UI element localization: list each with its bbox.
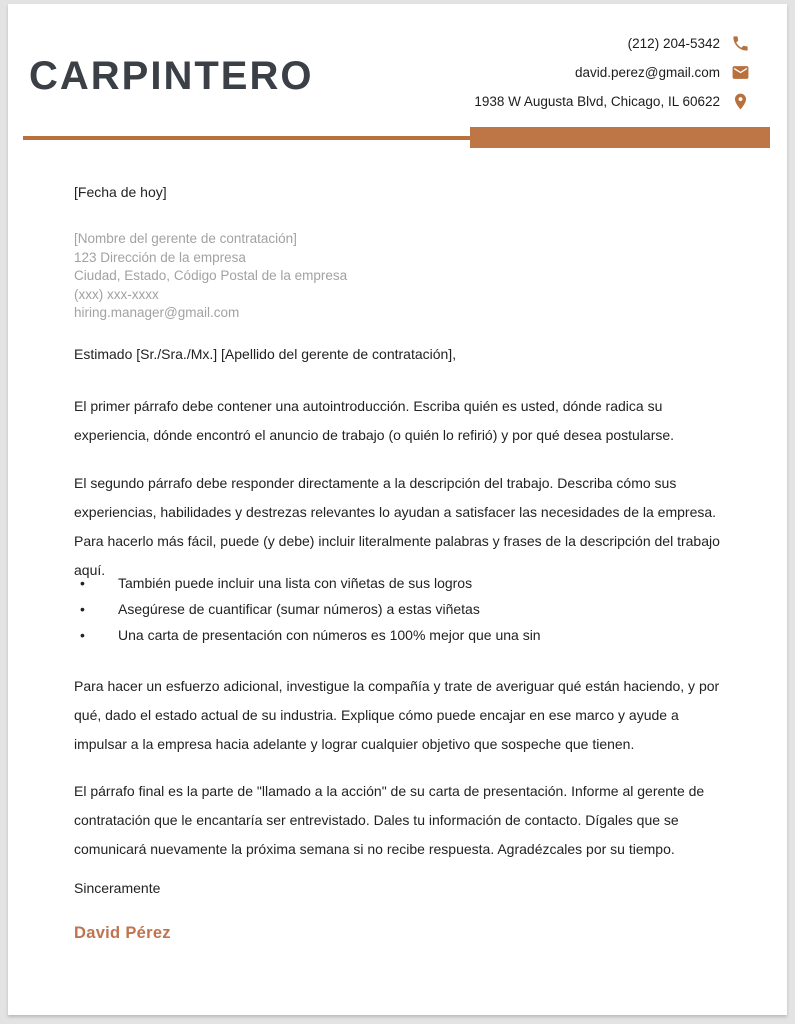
divider-thick-bar [470,127,770,148]
recipient-street: 123 Dirección de la empresa [74,249,246,265]
recipient-block [74,230,726,323]
divider-thin-line [23,136,470,140]
signature-name: David Pérez [74,924,171,942]
location-pin-icon [731,92,750,111]
header-divider [23,127,770,148]
paragraph-job-description: El segundo párrafo debe responder directamente a la descripción del trabajo. Describa cómo sus experiencias, habilidades y destrezas relevantes lo ayudan a satisfacer las necesidades de la empresa. Para hacerlo más fácil, puede (y debe) incluir literalmente palabras y frases de la descripción del trabajo aquí. [74,475,720,578]
salutation: Estimado [Sr./Sra./Mx.] [Apellido del gerente de contratación], [74,346,457,362]
recipient-name: [Nombre del gerente de contratación] [74,231,297,246]
list-item [74,596,726,622]
paragraph-intro: El primer párrafo debe contener una autointroducción. Escriba quién es usted, dónde radica su experiencia, dónde encontró el anuncio de trabajo (o quién lo refirió) y por qué desea postularse. [74,398,675,443]
closing: Sinceramente [74,880,161,896]
recipient-city: Ciudad, Estado, Código Postal de la empresa [74,268,348,284]
paragraph-call-to-action: El párrafo final es la parte de "llamado a la acción" de su carta de presentación. Informe al gerente de contratación que le encantaría ser entrevistado. Dales tu información de contacto. Dígales que se comunicará nuevamente la próxima semana si no recibe respuesta. Agradézcales por su tiempo. [74,783,705,857]
email-address: david.perez@gmail.com [574,65,720,80]
bullet-text: Una carta de presentación con números es 100% mejor que una sin [118,627,541,643]
bullet-icon: • [80,575,85,591]
bullet-text: Asegúrese de cuantificar (sumar números) a estas viñetas [118,601,480,617]
recipient-email: hiring.manager@gmail.com [74,305,240,321]
phone-number: (212) 204-5342 [627,36,720,51]
list-item [74,622,726,648]
paragraph-research: Para hacer un esfuerzo adicional, investigue la compañía y trate de averiguar qué están haciendo, y por qué, dado el estado actual de su industria. Explique cómo puede encajar en ese marco y ayude a impulsar a la empresa hacia adelante y lograr cualquier objetivo que sospeche que tienen. [74,678,720,752]
street-address: 1938 W Augusta Blvd, Chicago, IL 60622 [474,94,720,109]
contact-row-phone [474,29,750,58]
phone-icon [731,34,750,53]
recipient-phone: (xxx) xxx-xxxx [74,286,159,302]
contact-row-email [474,58,750,87]
page-title: CARPINTERO [29,54,314,98]
letter-page [8,4,787,1015]
contact-info [474,29,750,116]
bullet-icon: • [80,627,85,643]
bullet-text: También puede incluir una lista con viñetas de sus logros [118,575,473,591]
bullet-list [74,570,726,648]
mail-icon [731,63,750,82]
bullet-icon: • [80,601,85,617]
date-placeholder: [Fecha de hoy] [74,184,167,200]
contact-row-address [474,87,750,116]
list-item [74,570,726,596]
